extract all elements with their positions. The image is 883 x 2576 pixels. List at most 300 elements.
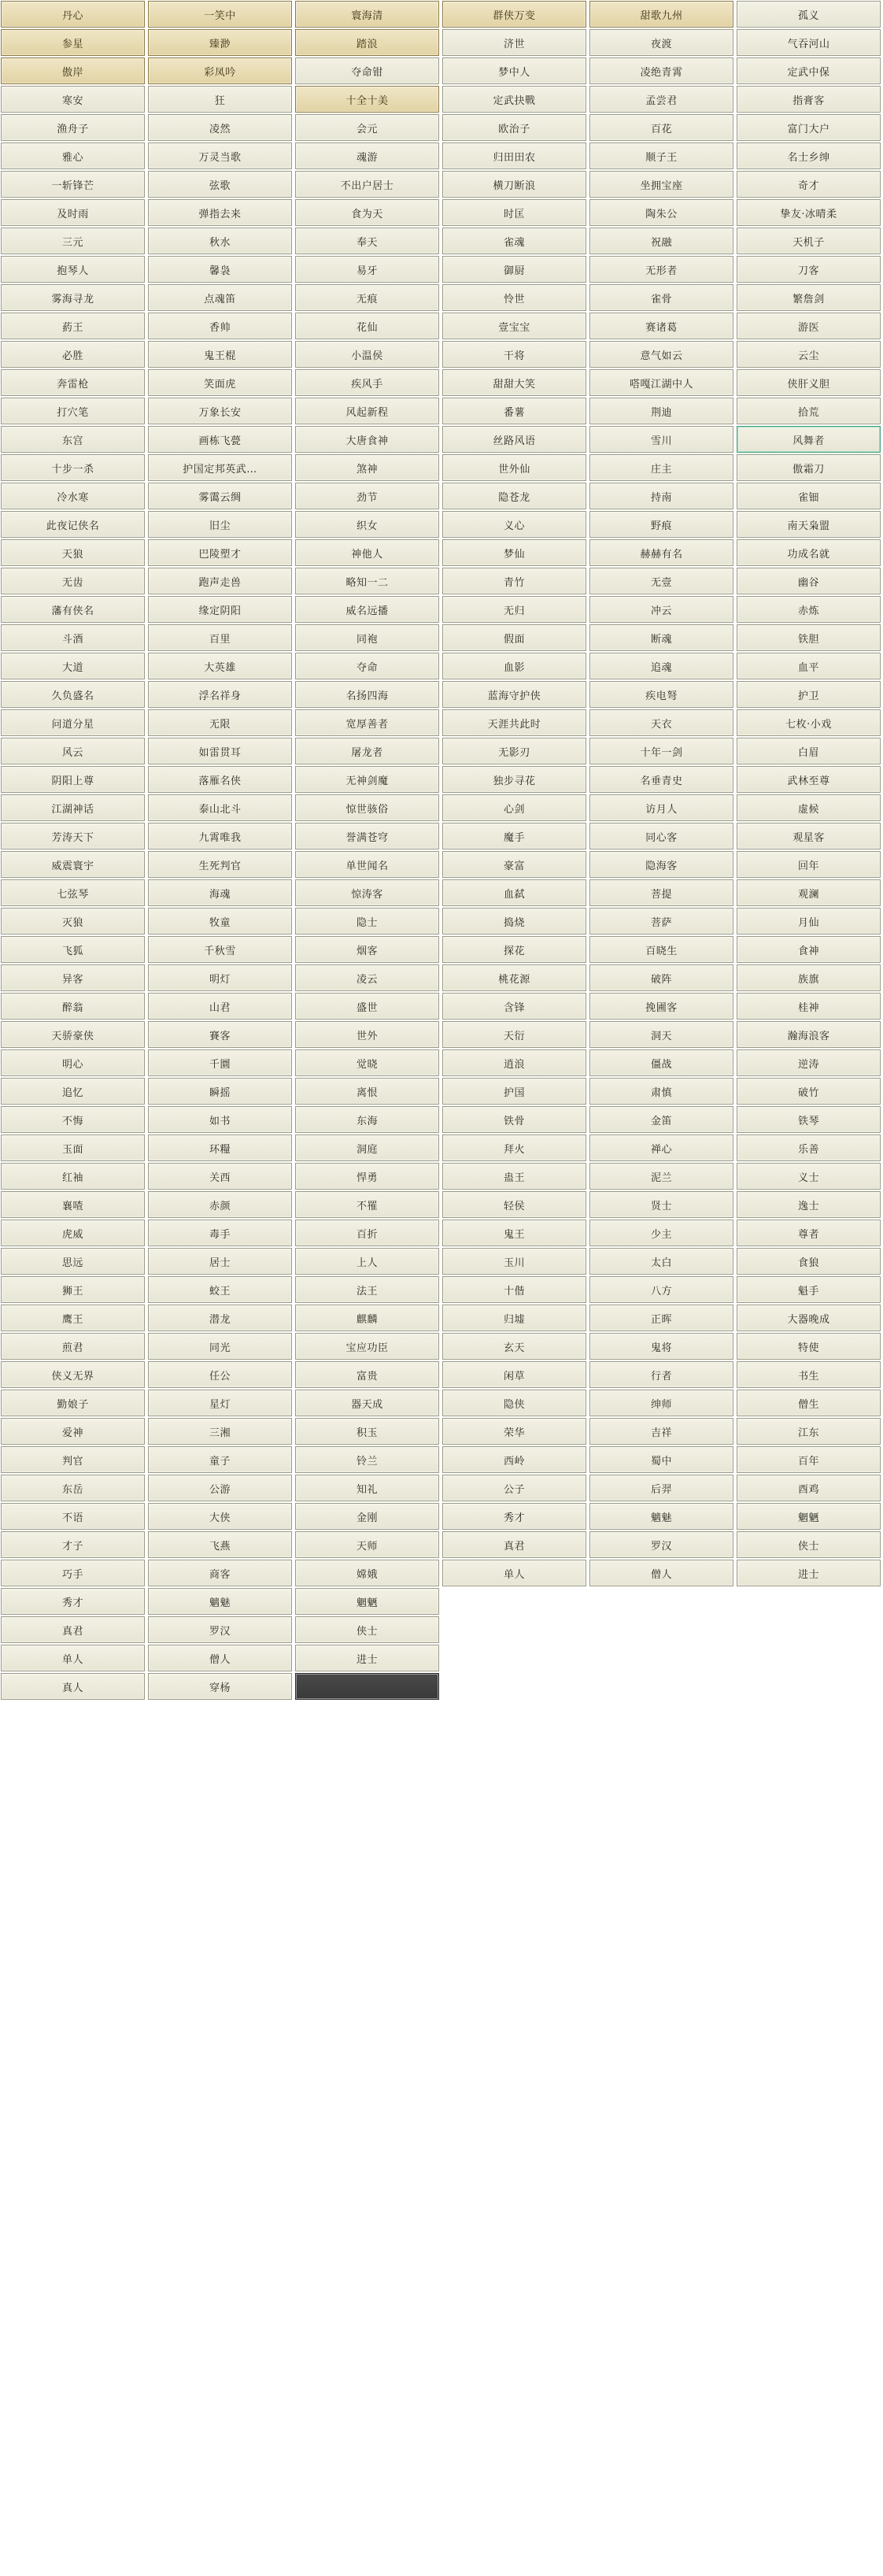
title-cell[interactable]: 气吞河山 xyxy=(737,29,881,56)
title-cell[interactable]: 玄天 xyxy=(442,1333,586,1360)
title-cell[interactable]: 护卫 xyxy=(737,681,881,708)
title-cell[interactable]: 织女 xyxy=(295,511,439,538)
title-cell[interactable]: 济世 xyxy=(442,29,586,56)
title-cell[interactable]: 尊者 xyxy=(737,1220,881,1246)
title-cell[interactable]: 吉祥 xyxy=(589,1418,733,1445)
title-cell[interactable]: 金笛 xyxy=(589,1106,733,1133)
title-cell[interactable]: 宝应功臣 xyxy=(295,1333,439,1360)
title-cell[interactable]: 书生 xyxy=(737,1361,881,1388)
title-cell[interactable]: 南天枭盟 xyxy=(737,511,881,538)
title-cell[interactable]: 桃花源 xyxy=(442,964,586,991)
title-cell[interactable]: 馨袅 xyxy=(148,256,292,283)
title-cell[interactable]: 任公 xyxy=(148,1361,292,1388)
title-cell[interactable]: 正晖 xyxy=(589,1305,733,1331)
title-cell[interactable]: 才子 xyxy=(1,1531,145,1558)
title-cell[interactable]: 万灵当歌 xyxy=(148,142,292,169)
title-cell[interactable]: 赤颜 xyxy=(148,1191,292,1218)
title-cell[interactable]: 环糧 xyxy=(148,1134,292,1161)
title-cell[interactable]: 拜火 xyxy=(442,1134,586,1161)
title-cell[interactable]: 断魂 xyxy=(589,624,733,651)
title-cell[interactable]: 香帅 xyxy=(148,313,292,339)
title-cell[interactable]: 单世闻名 xyxy=(295,851,439,878)
title-cell[interactable]: 傲霜刀 xyxy=(737,454,881,481)
title-cell[interactable]: 持南 xyxy=(589,483,733,509)
title-cell[interactable]: 斗酒 xyxy=(1,624,145,651)
title-cell[interactable]: 酉鸡 xyxy=(737,1475,881,1501)
title-cell[interactable]: 觉晓 xyxy=(295,1049,439,1076)
title-cell[interactable]: 嗒嘎江湖中人 xyxy=(589,369,733,396)
title-cell[interactable]: 食神 xyxy=(737,936,881,963)
title-cell[interactable]: 大侠 xyxy=(148,1503,292,1530)
title-cell[interactable]: 冲云 xyxy=(589,596,733,623)
title-cell[interactable]: 生死判官 xyxy=(148,851,292,878)
title-cell[interactable]: 鹰王 xyxy=(1,1305,145,1331)
title-cell[interactable]: 雅心 xyxy=(1,142,145,169)
title-cell[interactable]: 画栋飞甍 xyxy=(148,426,292,453)
title-cell[interactable]: 后羿 xyxy=(589,1475,733,1501)
title-cell[interactable]: 勤娘子 xyxy=(1,1390,145,1416)
title-cell[interactable]: 单人 xyxy=(442,1560,586,1586)
title-cell[interactable]: 如书 xyxy=(148,1106,292,1133)
title-cell[interactable]: 赫赫有名 xyxy=(589,539,733,566)
title-cell[interactable]: 渔舟子 xyxy=(1,114,145,141)
title-cell[interactable]: 飞狐 xyxy=(1,936,145,963)
title-cell[interactable]: 关西 xyxy=(148,1163,292,1190)
title-cell[interactable]: 居士 xyxy=(148,1248,292,1275)
title-cell[interactable]: 无痕 xyxy=(295,284,439,311)
title-cell[interactable]: 飞燕 xyxy=(148,1531,292,1558)
title-cell[interactable]: 煞神 xyxy=(295,454,439,481)
title-cell[interactable]: 烟客 xyxy=(295,936,439,963)
title-cell[interactable]: 破竹 xyxy=(737,1078,881,1105)
title-cell[interactable]: 东宫 xyxy=(1,426,145,453)
title-cell[interactable]: 风舞者 xyxy=(737,426,881,453)
title-cell[interactable]: 进士 xyxy=(295,1645,439,1671)
title-cell[interactable]: 金刚 xyxy=(295,1503,439,1530)
title-cell[interactable]: 雀钿 xyxy=(737,483,881,509)
title-cell[interactable]: 山君 xyxy=(148,993,292,1020)
title-cell[interactable]: 易牙 xyxy=(295,256,439,283)
title-cell[interactable]: 芳涛天下 xyxy=(1,823,145,849)
title-cell[interactable]: 雾海寻龙 xyxy=(1,284,145,311)
title-cell[interactable]: 潜龙 xyxy=(148,1305,292,1331)
title-cell[interactable]: 归田田农 xyxy=(442,142,586,169)
title-cell[interactable]: 巧手 xyxy=(1,1560,145,1586)
title-cell[interactable]: 护国 xyxy=(442,1078,586,1105)
title-cell[interactable]: 雪川 xyxy=(589,426,733,453)
title-cell[interactable]: 刀客 xyxy=(737,256,881,283)
title-cell[interactable]: 一斩锋芒 xyxy=(1,171,145,198)
title-cell[interactable]: 爱神 xyxy=(1,1418,145,1445)
title-cell[interactable]: 穿杨 xyxy=(148,1673,292,1700)
title-cell[interactable]: 夺命钳 xyxy=(295,57,439,84)
title-cell[interactable]: 孟尝君 xyxy=(589,86,733,113)
title-cell[interactable]: 逆涛 xyxy=(737,1049,881,1076)
title-cell[interactable]: 傲岸 xyxy=(1,57,145,84)
title-cell[interactable]: 逸士 xyxy=(737,1191,881,1218)
title-cell[interactable]: 蓝海守护侠 xyxy=(442,681,586,708)
title-cell[interactable]: 干将 xyxy=(442,341,586,368)
title-cell[interactable]: 群侠万变 xyxy=(442,1,586,28)
title-cell[interactable]: 不悔 xyxy=(1,1106,145,1133)
title-cell[interactable]: 鬼将 xyxy=(589,1333,733,1360)
title-cell[interactable]: 公子 xyxy=(442,1475,586,1501)
title-cell[interactable]: 隐海客 xyxy=(589,851,733,878)
title-cell[interactable]: 无归 xyxy=(442,596,586,623)
title-cell[interactable]: 神他人 xyxy=(295,539,439,566)
title-cell[interactable]: 菩提 xyxy=(589,879,733,906)
title-cell[interactable]: 臻渺 xyxy=(148,29,292,56)
title-cell[interactable]: 疾电弩 xyxy=(589,681,733,708)
title-cell[interactable]: 丹心 xyxy=(1,1,145,28)
title-cell[interactable]: 铁骨 xyxy=(442,1106,586,1133)
title-cell[interactable]: 寰海清 xyxy=(295,1,439,28)
title-cell[interactable]: 寒安 xyxy=(1,86,145,113)
title-cell[interactable]: 灭狼 xyxy=(1,908,145,935)
title-cell[interactable]: 鬼王 xyxy=(442,1220,586,1246)
title-cell[interactable]: 问道分星 xyxy=(1,709,145,736)
title-cell[interactable]: 祝融 xyxy=(589,228,733,254)
title-cell[interactable]: 甜歌九州 xyxy=(589,1,733,28)
title-cell[interactable]: 明心 xyxy=(1,1049,145,1076)
title-cell[interactable]: 千秋雪 xyxy=(148,936,292,963)
title-cell[interactable]: 毒手 xyxy=(148,1220,292,1246)
title-cell[interactable]: 探花 xyxy=(442,936,586,963)
title-cell[interactable]: 惊世骇俗 xyxy=(295,794,439,821)
title-cell[interactable]: 葯王 xyxy=(1,313,145,339)
title-cell[interactable]: 菩萨 xyxy=(589,908,733,935)
title-cell[interactable]: 不罹 xyxy=(295,1191,439,1218)
title-cell[interactable]: 参星 xyxy=(1,29,145,56)
title-cell[interactable]: 江东 xyxy=(737,1418,881,1445)
title-cell[interactable]: 逍浪 xyxy=(442,1049,586,1076)
title-cell[interactable]: 如雷贯耳 xyxy=(148,738,292,764)
title-cell[interactable]: 功成名就 xyxy=(737,539,881,566)
title-cell[interactable]: 童子 xyxy=(148,1446,292,1473)
title-cell[interactable]: 侠士 xyxy=(295,1616,439,1643)
title-cell[interactable]: 缘定阴阳 xyxy=(148,596,292,623)
title-cell[interactable]: 陶朱公 xyxy=(589,199,733,226)
title-cell[interactable]: 瀚海浪客 xyxy=(737,1021,881,1048)
title-cell[interactable]: 进士 xyxy=(737,1560,881,1586)
title-cell[interactable]: 血弑 xyxy=(442,879,586,906)
title-cell[interactable]: 义心 xyxy=(442,511,586,538)
title-cell[interactable]: 商客 xyxy=(148,1560,292,1586)
title-cell[interactable]: 东岳 xyxy=(1,1475,145,1501)
title-cell[interactable]: 奇才 xyxy=(737,171,881,198)
title-cell[interactable]: 僧人 xyxy=(589,1560,733,1586)
title-cell[interactable]: 丝路风语 xyxy=(442,426,586,453)
title-cell[interactable]: 轻侯 xyxy=(442,1191,586,1218)
title-cell[interactable]: 星灯 xyxy=(148,1390,292,1416)
title-cell[interactable]: 蛟王 xyxy=(148,1276,292,1303)
title-cell[interactable]: 知礼 xyxy=(295,1475,439,1501)
title-cell[interactable]: 定武中保 xyxy=(737,57,881,84)
title-cell[interactable]: 七弦琴 xyxy=(1,879,145,906)
title-cell[interactable]: 江湖神话 xyxy=(1,794,145,821)
title-cell[interactable]: 无形者 xyxy=(589,256,733,283)
title-cell[interactable]: 秋水 xyxy=(148,228,292,254)
title-cell[interactable]: 夜渡 xyxy=(589,29,733,56)
title-cell[interactable]: 蜀中 xyxy=(589,1446,733,1473)
title-cell[interactable]: 器天成 xyxy=(295,1390,439,1416)
title-cell[interactable]: 判官 xyxy=(1,1446,145,1473)
title-cell[interactable]: 魍魉 xyxy=(737,1503,881,1530)
title-cell[interactable]: 荆迪 xyxy=(589,398,733,424)
title-cell[interactable]: 瞬摇 xyxy=(148,1078,292,1105)
title-cell[interactable]: 回年 xyxy=(737,851,881,878)
title-cell[interactable]: 千圜 xyxy=(148,1049,292,1076)
title-cell[interactable]: 隐苍龙 xyxy=(442,483,586,509)
title-cell[interactable]: 魑魅 xyxy=(589,1503,733,1530)
title-cell[interactable]: 梦仙 xyxy=(442,539,586,566)
title-cell[interactable]: 天骄豪侠 xyxy=(1,1021,145,1048)
title-cell[interactable]: 玉川 xyxy=(442,1248,586,1275)
title-cell[interactable]: 同袍 xyxy=(295,624,439,651)
title-cell[interactable]: 隐侠 xyxy=(442,1390,586,1416)
title-cell[interactable]: 破阵 xyxy=(589,964,733,991)
title-cell[interactable]: 西岭 xyxy=(442,1446,586,1473)
title-cell[interactable]: 东海 xyxy=(295,1106,439,1133)
title-cell[interactable]: 嫦娥 xyxy=(295,1560,439,1586)
title-cell[interactable]: 狂 xyxy=(148,86,292,113)
title-cell[interactable]: 僧生 xyxy=(737,1390,881,1416)
title-cell[interactable]: 天衣 xyxy=(589,709,733,736)
title-cell[interactable]: 巴陵塑才 xyxy=(148,539,292,566)
title-cell[interactable]: 麒麟 xyxy=(295,1305,439,1331)
title-cell[interactable]: 天衍 xyxy=(442,1021,586,1048)
title-cell[interactable]: 魑魅 xyxy=(148,1588,292,1615)
title-cell[interactable]: 襄喳 xyxy=(1,1191,145,1218)
title-cell[interactable]: 名士乡绅 xyxy=(737,142,881,169)
title-cell[interactable]: 久负盛名 xyxy=(1,681,145,708)
title-cell[interactable]: 抱琴人 xyxy=(1,256,145,283)
title-cell[interactable]: 真君 xyxy=(1,1616,145,1643)
title-cell[interactable]: 特使 xyxy=(737,1333,881,1360)
title-cell[interactable]: 不语 xyxy=(1,1503,145,1530)
title-cell[interactable]: 梦中人 xyxy=(442,57,586,84)
title-cell[interactable]: 异客 xyxy=(1,964,145,991)
title-cell[interactable]: 僧人 xyxy=(148,1645,292,1671)
title-cell[interactable]: 心剑 xyxy=(442,794,586,821)
title-cell[interactable]: 甜甜大笑 xyxy=(442,369,586,396)
title-cell[interactable]: 凌云 xyxy=(295,964,439,991)
title-cell[interactable]: 野痕 xyxy=(589,511,733,538)
title-cell[interactable]: 疾风手 xyxy=(295,369,439,396)
title-cell[interactable]: 世外 xyxy=(295,1021,439,1048)
title-cell[interactable]: 秀才 xyxy=(442,1503,586,1530)
title-cell[interactable]: 积玉 xyxy=(295,1418,439,1445)
title-cell[interactable]: 打穴笔 xyxy=(1,398,145,424)
title-cell[interactable]: 繁詹剑 xyxy=(737,284,881,311)
title-cell[interactable]: 观澜 xyxy=(737,879,881,906)
title-cell[interactable]: 捣烧 xyxy=(442,908,586,935)
title-cell[interactable]: 离恨 xyxy=(295,1078,439,1105)
title-cell[interactable]: 天机子 xyxy=(737,228,881,254)
title-cell[interactable]: 铁胆 xyxy=(737,624,881,651)
title-cell[interactable]: 煎君 xyxy=(1,1333,145,1360)
title-cell[interactable]: 观星客 xyxy=(737,823,881,849)
title-cell[interactable]: 孤义 xyxy=(737,1,881,28)
title-cell[interactable]: 此夜记侠名 xyxy=(1,511,145,538)
title-cell[interactable]: 花仙 xyxy=(295,313,439,339)
title-cell[interactable]: 魁手 xyxy=(737,1276,881,1303)
title-cell[interactable]: 宽厚善者 xyxy=(295,709,439,736)
title-cell[interactable]: 魍魉 xyxy=(295,1588,439,1615)
title-cell[interactable]: 赛诸葛 xyxy=(589,313,733,339)
title-cell[interactable]: 单人 xyxy=(1,1645,145,1671)
title-cell[interactable]: 弦歌 xyxy=(148,171,292,198)
title-cell[interactable]: 洞庭 xyxy=(295,1134,439,1161)
title-cell[interactable]: 同心客 xyxy=(589,823,733,849)
title-cell[interactable]: 挚友·冰晴柔 xyxy=(737,199,881,226)
title-cell[interactable]: 肃慎 xyxy=(589,1078,733,1105)
title-cell[interactable]: 及时雨 xyxy=(1,199,145,226)
title-cell[interactable]: 侠义无界 xyxy=(1,1361,145,1388)
title-cell[interactable]: 番薯 xyxy=(442,398,586,424)
title-cell[interactable]: 一笑中 xyxy=(148,1,292,28)
title-cell[interactable]: 含锋 xyxy=(442,993,586,1020)
title-cell[interactable]: 名扬四海 xyxy=(295,681,439,708)
title-cell[interactable]: 奉天 xyxy=(295,228,439,254)
title-cell[interactable]: 游医 xyxy=(737,313,881,339)
title-cell[interactable]: 十步一杀 xyxy=(1,454,145,481)
title-cell[interactable]: 庄主 xyxy=(589,454,733,481)
title-cell[interactable]: 雀魂 xyxy=(442,228,586,254)
title-cell[interactable]: 威震寰宇 xyxy=(1,851,145,878)
title-cell[interactable]: 意气如云 xyxy=(589,341,733,368)
title-cell[interactable]: 无神剑魔 xyxy=(295,766,439,793)
title-cell[interactable]: 侠士 xyxy=(737,1531,881,1558)
title-cell[interactable]: 十全十美 xyxy=(295,86,439,113)
title-cell[interactable]: 法王 xyxy=(295,1276,439,1303)
title-cell[interactable]: 彩凤吟 xyxy=(148,57,292,84)
title-cell[interactable]: 血影 xyxy=(442,653,586,679)
title-cell[interactable]: 无壹 xyxy=(589,568,733,594)
title-cell[interactable]: 踏浪 xyxy=(295,29,439,56)
title-cell[interactable]: 蛊王 xyxy=(442,1163,586,1190)
title-cell[interactable]: 落雁名侠 xyxy=(148,766,292,793)
title-cell[interactable]: 侠肝义胆 xyxy=(737,369,881,396)
title-cell[interactable]: 明灯 xyxy=(148,964,292,991)
title-cell[interactable]: 坐拥宝座 xyxy=(589,171,733,198)
title-cell[interactable]: 护国定邦英武… xyxy=(148,454,292,481)
title-cell[interactable]: 魂游 xyxy=(295,142,439,169)
title-cell[interactable]: 红袖 xyxy=(1,1163,145,1190)
title-cell[interactable]: 风起新程 xyxy=(295,398,439,424)
title-cell[interactable]: 富门大户 xyxy=(737,114,881,141)
title-cell[interactable]: 虎威 xyxy=(1,1220,145,1246)
title-cell[interactable]: 必胜 xyxy=(1,341,145,368)
title-cell[interactable]: 绅师 xyxy=(589,1390,733,1416)
title-cell[interactable]: 劲节 xyxy=(295,483,439,509)
title-cell[interactable]: 横刀断浪 xyxy=(442,171,586,198)
title-cell[interactable]: 玉面 xyxy=(1,1134,145,1161)
title-cell[interactable]: 不出户居士 xyxy=(295,171,439,198)
title-cell[interactable]: 三湘 xyxy=(148,1418,292,1445)
title-cell[interactable]: 百折 xyxy=(295,1220,439,1246)
title-cell[interactable]: 怜世 xyxy=(442,284,586,311)
title-cell[interactable]: 僵战 xyxy=(589,1049,733,1076)
title-cell[interactable]: 贤士 xyxy=(589,1191,733,1218)
title-cell[interactable]: 青竹 xyxy=(442,568,586,594)
title-cell[interactable]: 归墟 xyxy=(442,1305,586,1331)
title-cell[interactable]: 十偕 xyxy=(442,1276,586,1303)
title-cell[interactable]: 七枚·小戏 xyxy=(737,709,881,736)
title-cell[interactable]: 白眉 xyxy=(737,738,881,764)
title-cell[interactable]: 风云 xyxy=(1,738,145,764)
title-cell[interactable]: 壹宝宝 xyxy=(442,313,586,339)
title-cell[interactable]: 闲草 xyxy=(442,1361,586,1388)
title-cell[interactable]: 奔雷枪 xyxy=(1,369,145,396)
title-cell[interactable]: 禅心 xyxy=(589,1134,733,1161)
title-cell[interactable]: 桂神 xyxy=(737,993,881,1020)
title-cell[interactable]: 略知一二 xyxy=(295,568,439,594)
title-cell[interactable]: 阴阳上尊 xyxy=(1,766,145,793)
title-cell[interactable]: 追忆 xyxy=(1,1078,145,1105)
title-cell[interactable]: 十年一剑 xyxy=(589,738,733,764)
title-cell[interactable]: 冷水寒 xyxy=(1,483,145,509)
title-cell[interactable]: 赤炼 xyxy=(737,596,881,623)
title-cell[interactable]: 真人 xyxy=(1,1673,145,1700)
title-cell[interactable]: 笑面虎 xyxy=(148,369,292,396)
title-cell[interactable]: 豪富 xyxy=(442,851,586,878)
title-cell[interactable] xyxy=(295,1673,439,1700)
title-cell[interactable]: 天师 xyxy=(295,1531,439,1558)
title-cell[interactable]: 藩有侠名 xyxy=(1,596,145,623)
title-cell[interactable]: 公游 xyxy=(148,1475,292,1501)
title-cell[interactable]: 无影刃 xyxy=(442,738,586,764)
title-cell[interactable]: 浮名祥身 xyxy=(148,681,292,708)
title-cell[interactable]: 思远 xyxy=(1,1248,145,1275)
title-cell[interactable]: 牧童 xyxy=(148,908,292,935)
title-cell[interactable]: 铃兰 xyxy=(295,1446,439,1473)
title-cell[interactable]: 追魂 xyxy=(589,653,733,679)
title-cell[interactable]: 魔手 xyxy=(442,823,586,849)
title-cell[interactable]: 天涯共此时 xyxy=(442,709,586,736)
title-cell[interactable]: 名垂青史 xyxy=(589,766,733,793)
title-cell[interactable]: 会元 xyxy=(295,114,439,141)
title-cell[interactable]: 定武抉戰 xyxy=(442,86,586,113)
title-cell[interactable]: 悍勇 xyxy=(295,1163,439,1190)
title-cell[interactable]: 鬼王棍 xyxy=(148,341,292,368)
title-cell[interactable]: 拾荒 xyxy=(737,398,881,424)
title-cell[interactable]: 洞天 xyxy=(589,1021,733,1048)
title-cell[interactable]: 富贵 xyxy=(295,1361,439,1388)
title-cell[interactable]: 罗汉 xyxy=(148,1616,292,1643)
title-cell[interactable]: 百花 xyxy=(589,114,733,141)
title-cell[interactable]: 威名远播 xyxy=(295,596,439,623)
title-cell[interactable]: 弹指去来 xyxy=(148,199,292,226)
title-cell[interactable]: 三元 xyxy=(1,228,145,254)
title-cell[interactable]: 上人 xyxy=(295,1248,439,1275)
title-cell[interactable]: 月仙 xyxy=(737,908,881,935)
title-cell[interactable]: 雾霭云绸 xyxy=(148,483,292,509)
title-cell[interactable]: 万象长安 xyxy=(148,398,292,424)
title-cell[interactable]: 惊涛客 xyxy=(295,879,439,906)
title-cell[interactable]: 指膏客 xyxy=(737,86,881,113)
title-cell[interactable]: 云尘 xyxy=(737,341,881,368)
title-cell[interactable]: 百里 xyxy=(148,624,292,651)
title-cell[interactable]: 血平 xyxy=(737,653,881,679)
title-cell[interactable]: 雀骨 xyxy=(589,284,733,311)
title-cell[interactable]: 欧治子 xyxy=(442,114,586,141)
title-cell[interactable]: 世外仙 xyxy=(442,454,586,481)
title-cell[interactable]: 虚候 xyxy=(737,794,881,821)
title-cell[interactable]: 盛世 xyxy=(295,993,439,1020)
title-cell[interactable]: 百年 xyxy=(737,1446,881,1473)
title-cell[interactable]: 访月人 xyxy=(589,794,733,821)
